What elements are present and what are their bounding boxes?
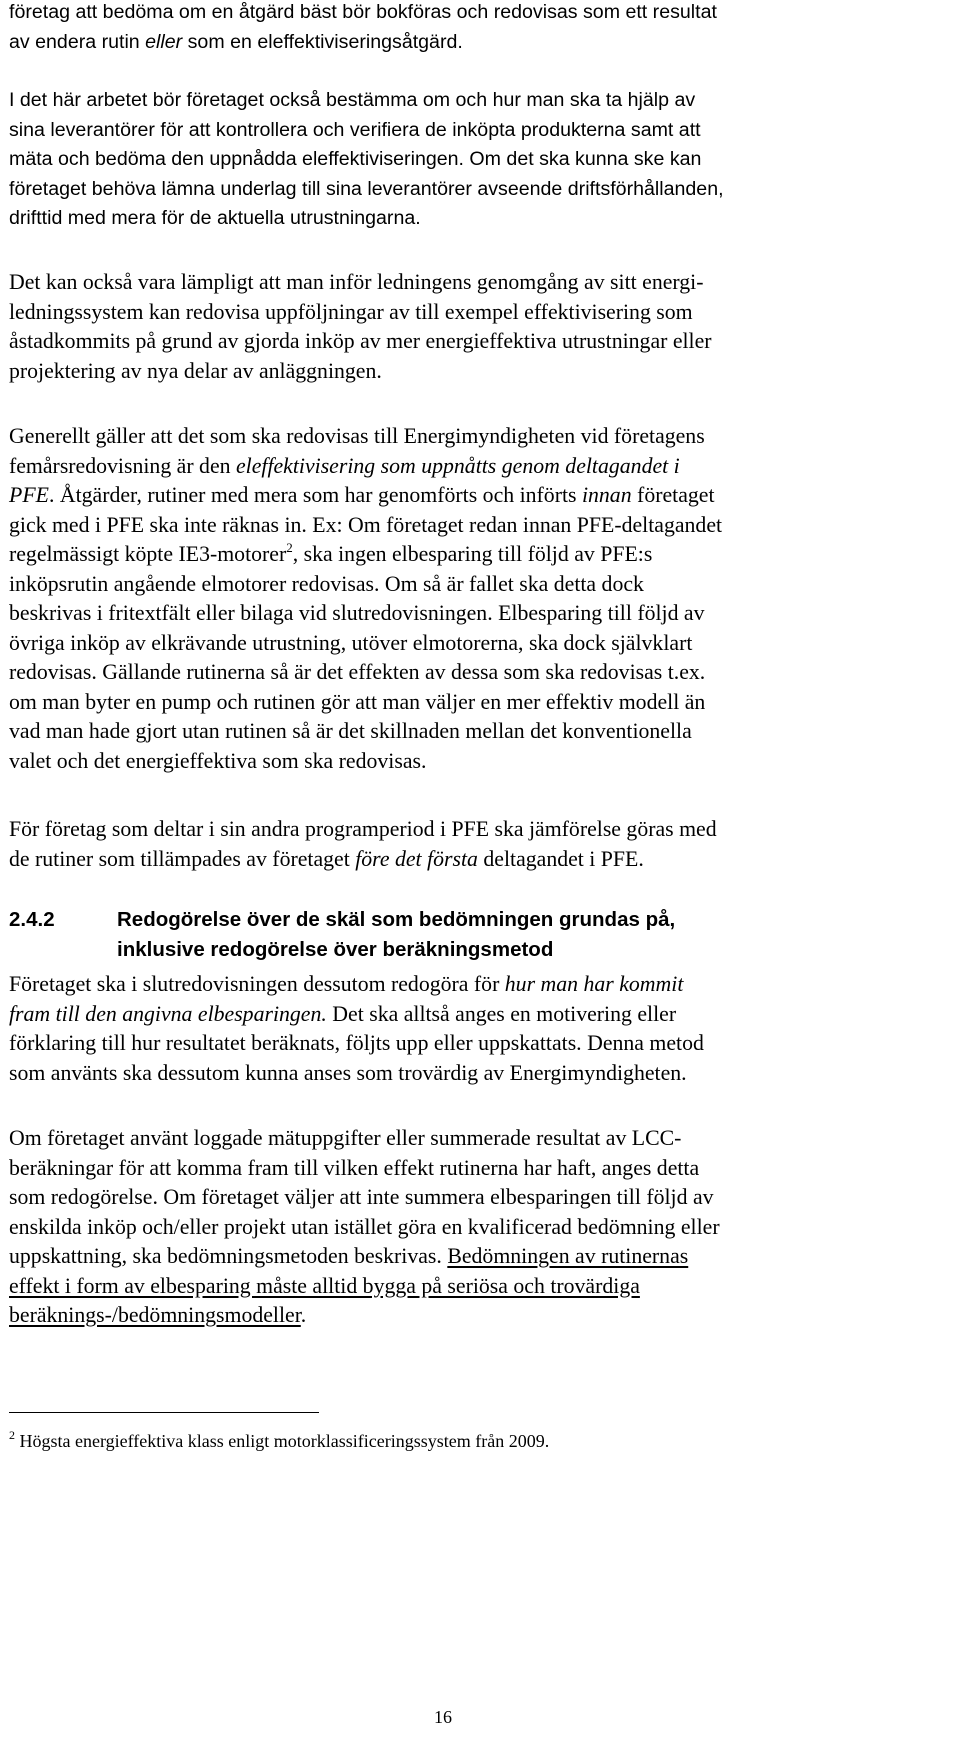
text-line: de rutiner som tillämpades av företaget före det första deltagandet i PFE.	[9, 846, 644, 871]
footnote-reference: 2	[286, 540, 293, 555]
paragraph-reporting-rules	[9, 422, 722, 776]
text-line: Om företaget använt loggade mätuppgifter eller summerade resultat av LCC-	[9, 1126, 682, 1150]
text-line: Det kan också vara lämpligt att man inför ledningens genomgång av sitt energi-	[9, 270, 704, 294]
text-line	[9, 1272, 720, 1302]
text-line: Företaget ska i slutredovisningen dessutom redogöra för hur man har kommit	[9, 972, 684, 996]
footnote-text: Högsta energieffektiva klass enligt motorklassificeringssystem från 2009.	[15, 1431, 550, 1451]
text-line: beräknings-/bedömningsmodeller.	[9, 1303, 307, 1327]
text-line: som använts ska dessutom kunna anses som trovärdig av Energimyndigheten.	[9, 1060, 687, 1085]
text-line: åstadkommits på grund av gjorda inköp av mer energieffektiva utrustningar eller	[9, 329, 712, 353]
text-line: För företag som deltar i sin andra programperiod i PFE ska jämförelse göras med	[9, 817, 717, 841]
text-line: I det här arbetet bör företaget också bestämma om och hur man ska ta hjälp av	[9, 89, 696, 111]
underlined-text: effekt i form av elbesparing måste alltid bygga på seriösa och trovärdiga	[9, 1273, 640, 1298]
paragraph-method-requirement	[9, 970, 704, 1088]
text-line: Generellt gäller att det som ska redovisas till Energimyndigheten vid företagens	[9, 424, 705, 448]
paragraph-measurement-data	[9, 1124, 720, 1331]
text-line: beräkningar för att komma fram till vilken effekt rutinerna har haft, anges detta	[9, 1155, 700, 1180]
paragraph-second-period	[9, 815, 717, 874]
underlined-text: Bedömningen av rutinernas	[447, 1244, 689, 1268]
text-line: vad man hade gjort utan rutinen så är det skillnaden mellan det konventionella	[9, 719, 692, 743]
page-number: 16	[434, 1707, 452, 1727]
text-line: företaget behöva lämna underlag till sina leverantörer avseende driftsförhållanden,	[9, 177, 724, 200]
text-line: PFE. Åtgärder, rutiner med mera som har genomförts och införts innan företaget	[9, 483, 715, 507]
text-line: enskilda inköp och/eller projekt utan istället göra en kvalificerad bedömning eller	[9, 1214, 720, 1239]
footnote-marker: 2	[9, 1428, 15, 1442]
text-line: som redogörelse. Om företaget väljer att inte summera elbesparingen till följd av	[9, 1185, 714, 1209]
section-number: 2.4.2	[9, 908, 55, 931]
text-line: av endera rutin eller som en eleffektiviseringsåtgärd.	[9, 30, 463, 53]
emphasis: före det första	[355, 846, 478, 871]
emphasis: innan	[581, 483, 632, 507]
paragraph-suppliers	[9, 86, 724, 234]
emphasis: PFE	[9, 483, 49, 507]
emphasis: eleffektivisering som uppnåtts genom deltagandet i	[235, 453, 680, 478]
paragraph-management-review	[9, 268, 712, 386]
text-line: sina leverantörer för att kontrollera och verifiera de inköpta produkterna samt att	[9, 118, 701, 141]
text-line: inköpsrutin angående elmotorer redovisas. Om så är fallet ska detta dock	[9, 571, 644, 596]
emphasis: eller	[145, 30, 183, 53]
text-line: förklaring till hur resultatet beräknats, följts upp eller uppskattats. Denna metod	[9, 1031, 704, 1055]
underlined-text: beräknings-/bedömningsmodeller	[9, 1303, 301, 1327]
section-title-line: Redogörelse över de skäl som bedömningen grundas på,	[117, 908, 676, 931]
text-line: övriga inköp av elkrävande utrustning, utöver elmotorerna, ska dock självklart	[9, 630, 693, 655]
footnote	[9, 1429, 549, 1453]
text-line: valet och det energieffektiva som ska redovisas.	[9, 748, 427, 773]
text-line: om man byter en pump och rutinen gör att man väljer en mer effektiv modell än	[9, 689, 706, 714]
text-line: fram till den angivna elbesparingen. Det ska alltså anges en motivering eller	[9, 1001, 677, 1026]
emphasis: hur man har kommit	[504, 972, 684, 996]
section-title-line: inklusive redogörelse över beräkningsmetod	[117, 937, 554, 961]
text-line: regelmässigt köpte IE3-motorer$^2$, ska ingen elbesparing till följd av PFE:s	[9, 540, 653, 566]
footnote-separator	[9, 1412, 319, 1413]
text-line: gick med i PFE ska inte räknas in. Ex: Om företaget redan innan PFE-deltagandet	[9, 512, 723, 537]
section-title	[117, 905, 675, 964]
text-line: ledningssystem kan redovisa uppföljningar av till exempel effektivisering som	[9, 299, 693, 324]
text-line: mäta och bedöma den uppnådda eleffektiviseringen. Om det ska kunna ske kan	[9, 148, 702, 170]
text-line: beskrivas i fritextfält eller bilaga vid slutredovisningen. Elbesparing till följd av	[9, 601, 705, 625]
text-line: femårsredovisning är den eleffektivisering som uppnåtts genom deltagandet i	[9, 453, 680, 478]
emphasis: fram till den angivna elbesparingen.	[9, 1001, 327, 1026]
text-line: uppskattning, ska bedömningsmetoden beskrivas. Bedömningen av rutinernas	[9, 1244, 689, 1268]
text-line: företag att bedöma om en åtgärd bäst bör bokföras och redovisas som ett resultat	[9, 1, 717, 23]
text-line: drifttid med mera för de aktuella utrustningarna.	[9, 207, 421, 229]
paragraph-continuation	[9, 0, 717, 57]
text-line: projektering av nya delar av anläggningen.	[9, 358, 382, 383]
text-line: redovisas. Gällande rutinerna så är det effekten av dessa som ska redovisas t.ex.	[9, 660, 706, 684]
